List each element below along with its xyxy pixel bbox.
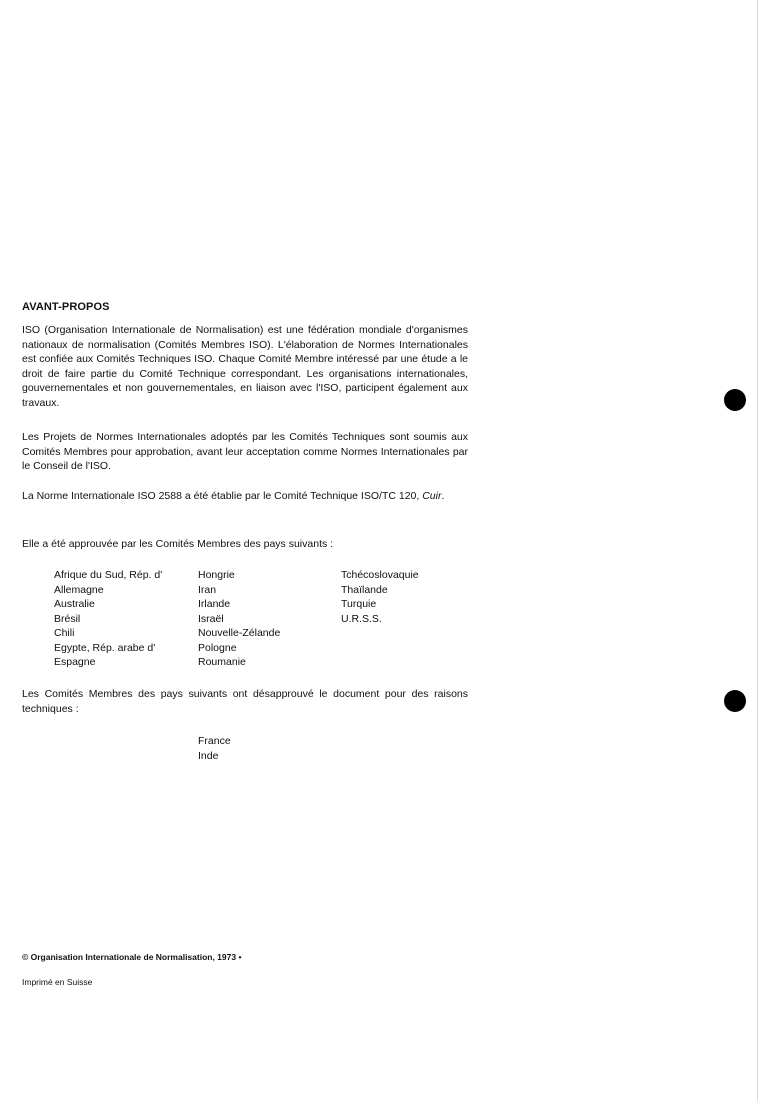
approving-countries-column-3 bbox=[341, 568, 419, 626]
country-item: Tchécoslovaquie bbox=[341, 569, 419, 581]
section-heading: AVANT-PROPOS bbox=[22, 301, 110, 313]
paragraph-disapproved-by: Les Comités Membres des pays suivants ont désapprouvé le document pour des raisons techniques : bbox=[22, 688, 468, 715]
paragraph-approval-process: Les Projets de Normes Internationales adoptés par les Comités Techniques sont soumis aux Comités Membres pour approbation, avant leur acceptation comme Normes Internationales par le Conseil de l'ISO. bbox=[22, 431, 468, 472]
country-item: Hongrie bbox=[198, 569, 235, 581]
committee-title: Cuir bbox=[422, 490, 442, 502]
country-item: U.R.S.S. bbox=[341, 612, 382, 625]
country-item: Allemagne bbox=[54, 583, 104, 596]
country-item: Egypte, Rép. arabe d' bbox=[54, 641, 156, 654]
approving-countries-column-1 bbox=[54, 568, 162, 670]
country-item: Brésil bbox=[54, 612, 81, 625]
paragraph-approved-by: Elle a été approuvée par les Comités Membres des pays suivants : bbox=[22, 538, 334, 550]
paragraph-standard-origin bbox=[22, 489, 468, 504]
country-item: Irlande bbox=[198, 598, 231, 610]
country-item: Roumanie bbox=[198, 656, 246, 668]
paragraph-iso-intro: ISO (Organisation Internationale de Normalisation) est une fédération mondiale d'organismes nationaux de normalisation (Comités Membres ISO). L'élaboration de Normes Internationales est confiée aux Comités Techniques ISO. Chaque Comité Membre intéressé par une étude a le droit de faire partie du Comité Technique correspondant. Les organisations internationales, gouvernementales et non gouvernementales, en liaison avec l'ISO, participent également aux travaux. bbox=[22, 324, 468, 409]
copyright-notice: © Organisation Internationale de Normalisation, 1973 • bbox=[22, 952, 242, 962]
approving-countries-column-2 bbox=[198, 568, 280, 670]
scan-edge-line bbox=[757, 0, 758, 1101]
country-item: Chili bbox=[54, 627, 75, 639]
standard-origin-end: . bbox=[441, 490, 445, 502]
country-item: Turquie bbox=[341, 598, 377, 610]
country-item: Thaïlande bbox=[341, 583, 388, 596]
country-item: France bbox=[198, 735, 231, 747]
disapproving-countries-list bbox=[198, 734, 231, 763]
printed-in-notice: Imprimé en Suisse bbox=[22, 977, 93, 987]
country-item: Pologne bbox=[198, 641, 237, 654]
country-item: Nouvelle-Zélande bbox=[198, 627, 281, 639]
country-item: Inde bbox=[198, 749, 219, 762]
punch-hole-bottom bbox=[724, 690, 746, 712]
standard-origin-text: La Norme Internationale ISO 2588 a été établie par le Comité Technique ISO/TC 120, bbox=[22, 490, 423, 502]
country-item: Espagne bbox=[54, 656, 96, 668]
punch-hole-top bbox=[724, 389, 746, 411]
country-item: Iran bbox=[198, 583, 217, 596]
country-item: Australie bbox=[54, 598, 95, 610]
country-item: Afrique du Sud, Rép. d' bbox=[54, 569, 163, 581]
country-item: Israël bbox=[198, 612, 224, 625]
